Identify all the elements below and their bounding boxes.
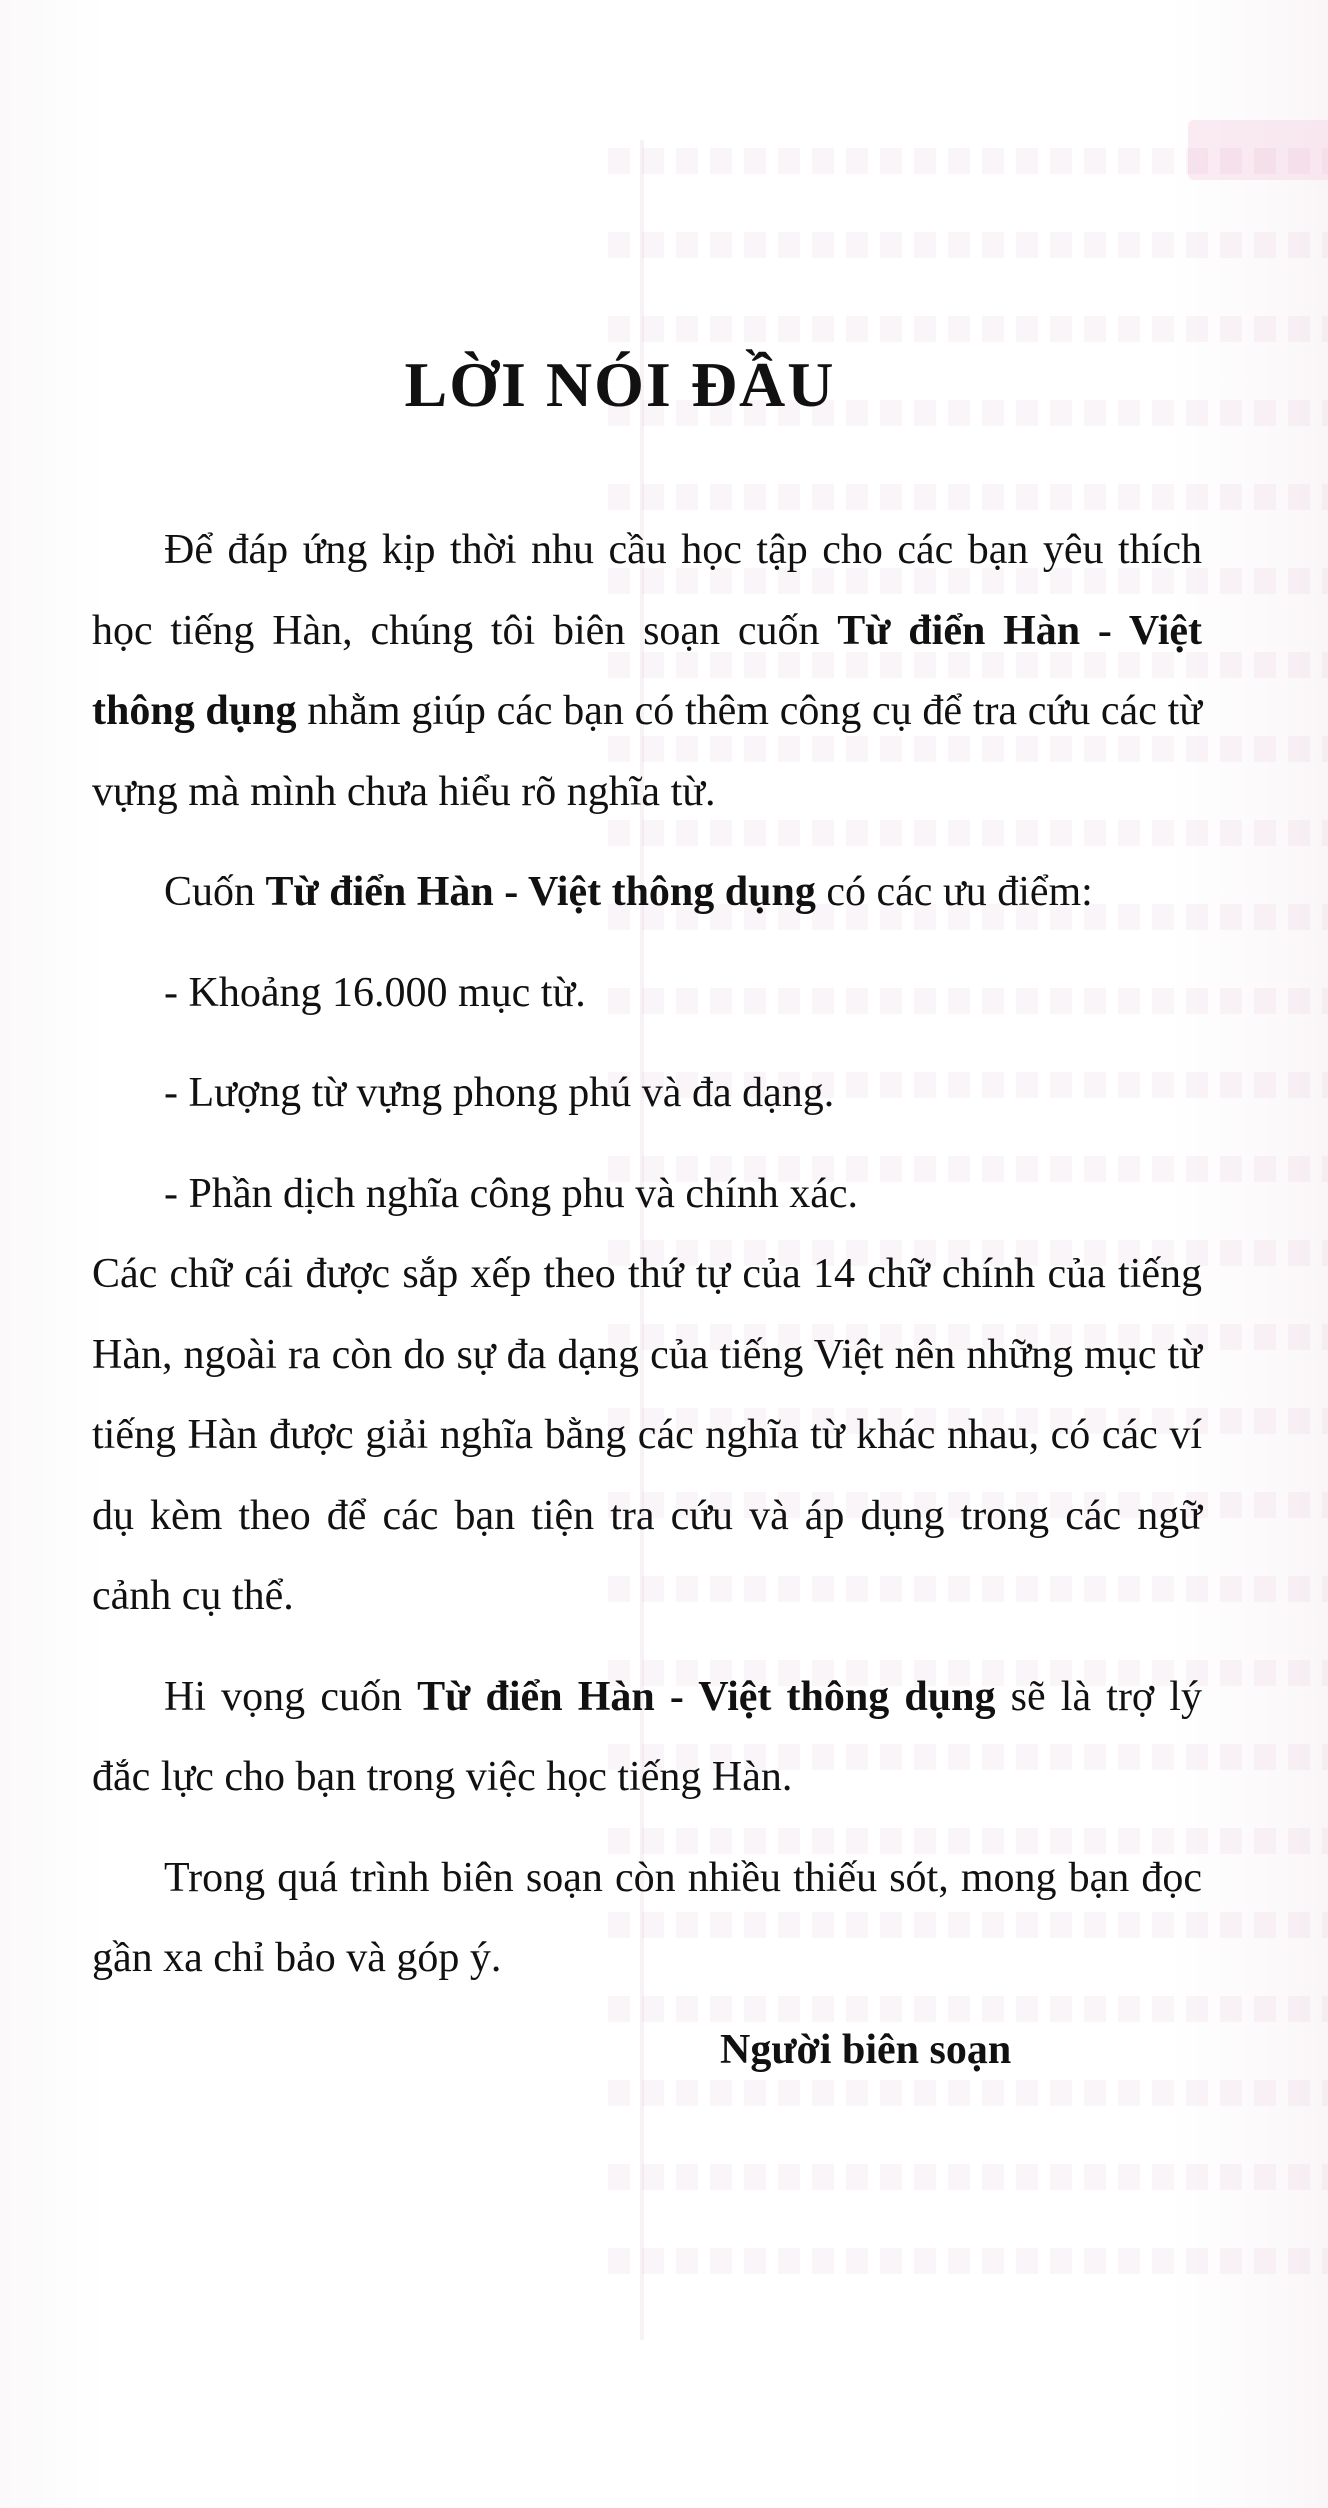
paragraph-closing: Trong quá trình biên soạn còn nhiều thiếu sót, mong bạn đọc gần xa chỉ bảo và góp ý.	[92, 1854, 1202, 1981]
book-title-emphasis: Từ điển Hàn - Việt thông dụng	[417, 1673, 996, 1720]
paragraph-ordering: Các chữ cái được sắp xếp theo thứ tự của 14 chữ chính của tiếng Hàn, ngoài ra còn do sự đa dạng của tiếng Việt nên những mục từ tiếng Hàn được giải nghĩa bằng các nghĩa từ khác nhau, có các ví dụ kèm theo để các bạn tiện tra cứu và áp dụng trong các ngữ cảnh cụ thể.	[92, 1251, 1202, 1619]
signature: Người biên soạn	[720, 2027, 1012, 2073]
paragraph-advantages	[92, 852, 1202, 933]
book-title-emphasis: Từ điển Hàn - Việt thông dụng	[265, 869, 816, 915]
paragraph-intro-text-end: nhằm giúp các bạn có thêm công cụ để tra cứu các từ vựng mà mình chưa hiểu rõ nghĩa từ.	[92, 688, 1202, 815]
paragraph-intro-text: Để đáp ứng kịp thời nhu cầu học tập cho các bạn yêu thích học tiếng Hàn, chúng tôi biên soạn cuốn	[92, 527, 1202, 654]
book-title-emphasis: Từ điển Hàn - Việt thông dụng	[92, 607, 1203, 734]
bullet-item: - Phần dịch nghĩa công phu và chính xác.	[164, 1170, 858, 1217]
preface-body	[92, 510, 1202, 1999]
paragraph-intro	[92, 510, 1202, 832]
paragraph-hope-text: Hi vọng cuốn	[164, 1673, 418, 1720]
paragraph-hope-text-end: sẽ là trợ lý đắc lực cho bạn trong việc học tiếng Hàn.	[92, 1673, 1202, 1800]
bullet-item: - Khoảng 16.000 mục từ.	[164, 969, 586, 1016]
page-title: LỜI NÓI ĐẦU	[404, 349, 836, 420]
paragraph-advantages-text: Cuốn	[164, 869, 266, 915]
paragraph-advantages-text-end: có các ưu điểm:	[815, 869, 1093, 915]
bullet-item: - Lượng từ vựng phong phú và đa dạng.	[164, 1070, 835, 1116]
paragraph-hope	[92, 1657, 1202, 1818]
